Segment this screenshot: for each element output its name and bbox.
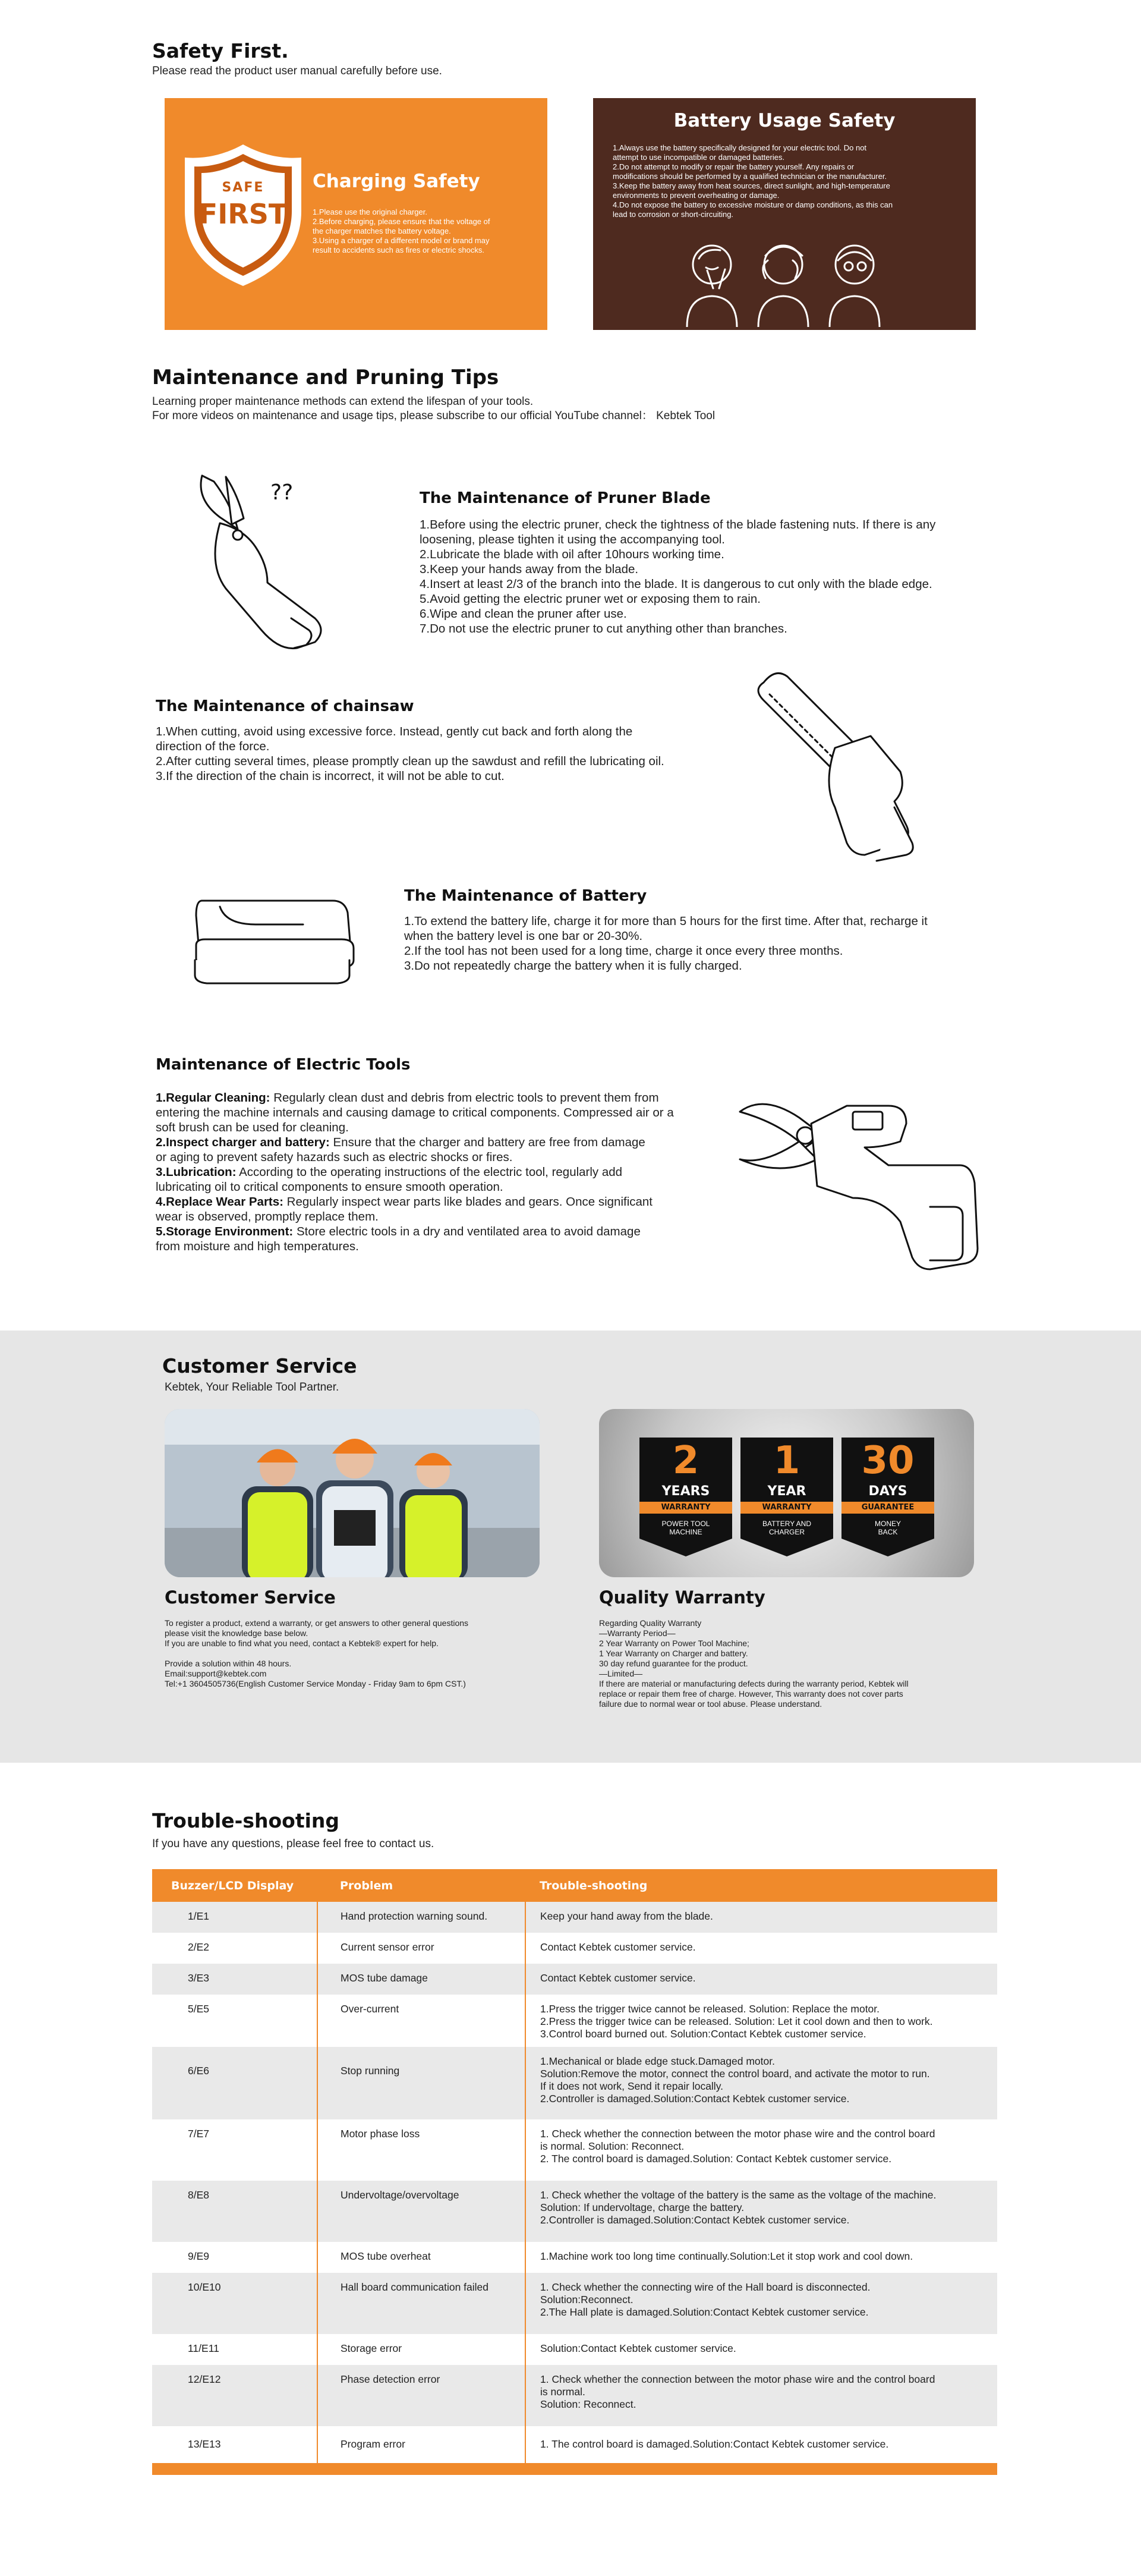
table-row: 10/E10 Hall board communication failed 1. Check whether the connecting wire of the Hall board is disconnected. Solution:Reconnect. 2.The Hall plate is damaged.Solution:Contact Kebtek customer service. bbox=[152, 2273, 997, 2334]
table-row: 13/E13 Program error 1. The control board is damaged.Solution:Contact Kebtek customer service. bbox=[152, 2426, 997, 2463]
table-header-row bbox=[152, 1869, 997, 1902]
battery-maintenance-title: The Maintenance of Battery bbox=[404, 887, 647, 905]
battery-maintenance-text: 1.To extend the battery life, charge it for more than 5 hours for the first time. After that, recharge it when the battery level is one bar or 20-30%. 2.If the tool has not been used for a long time, charge it once every three months. 3.Do not repeatedly charge the battery when it is fully charged. bbox=[404, 914, 928, 973]
people-line-art-icon bbox=[676, 232, 890, 327]
troubleshooting-table bbox=[152, 1869, 997, 2475]
customer-service-heading: Customer Service bbox=[162, 1354, 357, 1377]
battery-illustration-icon bbox=[184, 889, 363, 996]
charging-safety-text: 1.Please use the original charger. 2.Before charging, please ensure that the voltage of the charger matches the battery voltage. 3.Using a charger of a different model or brand may result to accidents such as fires or electric shocks. bbox=[313, 207, 490, 254]
safety-title: Safety First. bbox=[152, 39, 289, 62]
charging-safety-panel bbox=[165, 98, 547, 330]
table-row: 9/E9 MOS tube overheat 1.Machine work too long time continually.Solution:Let it stop work and cool down. bbox=[152, 2242, 997, 2273]
electric-tools-title: Maintenance of Electric Tools bbox=[156, 1056, 411, 1074]
chainsaw-maintenance-text: 1.When cutting, avoid using excessive force. Instead, gently cut back and forth along the direction of the force. 2.After cutting several times, please promptly clean up the sawdust and refill the lubricating oil. 3.If the direction of the chain is incorrect, it will not be able to cut. bbox=[156, 725, 664, 783]
customer-tagline: Kebtek, Your Reliable Tool Partner. bbox=[165, 1381, 339, 1394]
safe-badge-big: FIRST bbox=[198, 198, 288, 230]
warranty-badge-30-days: 30 DAYS GUARANTEE MONEY BACK bbox=[841, 1438, 934, 1556]
chainsaw-maintenance-title: The Maintenance of chainsaw bbox=[156, 697, 414, 715]
warranty-title: Quality Warranty bbox=[599, 1587, 765, 1608]
table-row: 1/E1 Hand protection warning sound. Keep your hand away from the blade. bbox=[152, 1902, 997, 1933]
maintenance-intro-1: Learning proper maintenance methods can extend the lifespan of your tools. bbox=[152, 395, 534, 408]
warranty-badge-1-year: 1 YEAR WARRANTY BATTERY AND CHARGER bbox=[740, 1438, 833, 1556]
header-troubleshooting: Trouble-shooting bbox=[525, 1869, 997, 1902]
blade-maintenance-text: 1.Before using the electric pruner, check the tightness of the blade fastening nuts. If there is any loosening, please tighten it using the accompanying tool. 2.Lubricate the blade with oil after 10hours working time. 3.Keep your hands away from the blade. 4.Insert at least 2/3 of the branch into the blade. It is dangerous to cut only with the blade edge. 5.Avoid getting the electric pruner wet or exposing them to rain. 6.Wipe and clean the pruner after use. 7.Do not use the electric pruner to cut anything other than branches. bbox=[420, 518, 936, 636]
maintenance-intro-2: For more videos on maintenance and usage tips, please subscribe to our official YouTube channel： Kebtek Tool bbox=[152, 410, 716, 422]
table-row: 7/E7 Motor phase loss 1. Check whether the connection between the motor phase wire and the control board is normal. Solution: Reconnect. 2. The control board is damaged.Solution: Contact Kebtek customer service. bbox=[152, 2119, 997, 2181]
charging-safety-title: Charging Safety bbox=[313, 171, 480, 192]
engineers-photo-icon bbox=[165, 1409, 540, 1577]
table-row: 6/E6 Stop running 1.Mechanical or blade edge stuck.Damaged motor. Solution:Remove the motor, connect the control board, and activate the motor to run. If it does not work, Send it repair locally. 2.Controller is damaged.Solution:Contact Kebtek customer service. bbox=[152, 2047, 997, 2119]
warranty-badge-2-years: 2 YEARS WARRANTY POWER TOOL MACHINE bbox=[639, 1438, 732, 1556]
warranty-badges-card bbox=[599, 1409, 974, 1577]
electric-tools-text: 1.Regular Cleaning: Regularly clean dust and debris from electric tools to prevent them from entering the machine internals and causing damage to critical components. Compressed air or a soft brush can be used for cleaning. 2.Inspect charger and battery: Ensure that the charger and battery are free from damage or aging to prevent safety hazards such as electric shocks or fires. 3.Lubrication: According to the operating instructions of the electric tool, regularly add lubricating oil to critical components to ensure smooth operation. 4.Replace Wear Parts: Regularly inspect wear parts like blades and gears. Once significant wear is observed, promptly replace them. 5.Storage Environment: Store electric tools in a dry and ventilated area to avoid damage from moisture and high temperatures. bbox=[156, 1091, 674, 1253]
maintenance-title: Maintenance and Pruning Tips bbox=[152, 366, 499, 389]
warranty-text: Regarding Quality Warranty —Warranty Period— 2 Year Warranty on Power Tool Machine; 1 Year Warranty on Charger and battery. 30 day refund guarantee for the product. —Limited— If there are material or manufacturing defects during the warranty period, Kebtek will replace or repair them free of charge. However, This warranty does not cover parts failure due to normal wear or tool abuse. Please understand. bbox=[599, 1618, 909, 1709]
team-photo bbox=[165, 1409, 540, 1577]
electric-pruner-illustration-icon bbox=[734, 1088, 989, 1284]
battery-safety-panel bbox=[593, 98, 976, 330]
blade-maintenance-title: The Maintenance of Pruner Blade bbox=[420, 489, 711, 507]
table-row: 5/E5 Over-current 1.Press the trigger twice cannot be released. Solution: Replace the motor. 2.Press the trigger twice can be released. Solution: Let it cool down and then to work. 3.Control board burned out. Solution:Contact Kebtek customer service. bbox=[152, 1995, 997, 2047]
troubleshooting-title: Trouble-shooting bbox=[152, 1809, 340, 1832]
table-row: 3/E3 MOS tube damage Contact Kebtek customer service. bbox=[152, 1964, 997, 1995]
table-bottom-bar bbox=[152, 2463, 997, 2475]
table-row: 8/E8 Undervoltage/overvoltage 1. Check whether the voltage of the battery is the same as the voltage of the machine. Solution: If undervoltage, charge the battery. 2.Controller is damaged.Solution:Contact Kebtek customer service. bbox=[152, 2181, 997, 2242]
question-marks: ?? bbox=[270, 480, 294, 505]
table-row: 2/E2 Current sensor error Contact Kebtek customer service. bbox=[152, 1933, 997, 1964]
table-row: 12/E12 Phase detection error 1. Check whether the connection between the motor phase wire and the control board is normal. Solution: Reconnect. bbox=[152, 2365, 997, 2426]
battery-safety-text: 1.Always use the battery specifically designed for your electric tool. Do not attempt to use incompatible or damaged batteries. 2.Do not attempt to modify or repair the battery yourself. Any repairs or modifications should be performed by a qualified technician or the manufacturer. 3.Keep the battery away from heat sources, direct sunlight, and high-temperature environments to prevent overheating or damage. 4.Do not expose the battery to excessive moisture or damp conditions, as this can lead to corrosion or short-circuiting. bbox=[613, 143, 893, 219]
troubleshooting-subtitle: If you have any questions, please feel free to contact us. bbox=[152, 1838, 434, 1850]
safety-subtitle: Please read the product user manual carefully before use. bbox=[152, 65, 442, 77]
service-text: To register a product, extend a warranty, or get answers to other general questions please visit the knowledge base below. If you are unable to find what you need, contact a Kebtek® expert for help. Provide a solution within 48 hours. Email:support@kebtek.com Tel:+1 3604505736(English Customer Service Monday - Friday 9am to 6pm CST.) bbox=[165, 1618, 469, 1688]
header-problem: Problem bbox=[317, 1869, 525, 1902]
table-row: 11/E11 Storage error Solution:Contact Kebtek customer service. bbox=[152, 2334, 997, 2365]
pruner-illustration-icon bbox=[190, 470, 345, 660]
chainsaw-illustration-icon bbox=[752, 671, 942, 867]
header-display: Buzzer/LCD Display bbox=[152, 1869, 317, 1902]
safe-badge-small: SAFE bbox=[222, 180, 264, 195]
service-title: Customer Service bbox=[165, 1587, 336, 1608]
battery-safety-title: Battery Usage Safety bbox=[673, 110, 896, 131]
